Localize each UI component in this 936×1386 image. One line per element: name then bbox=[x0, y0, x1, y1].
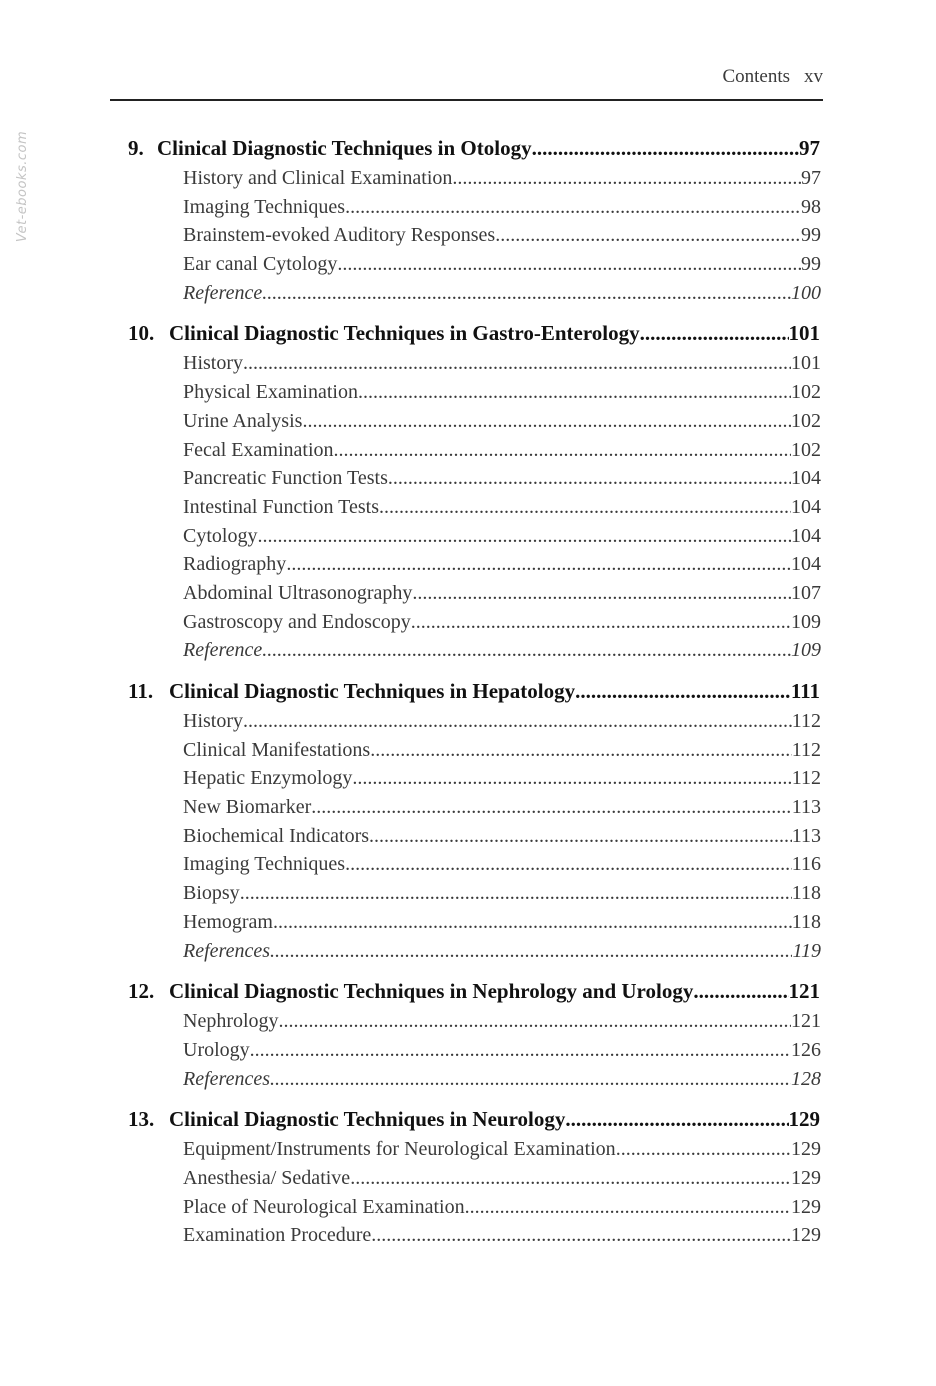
dot-leader bbox=[369, 825, 792, 848]
dot-leader bbox=[370, 739, 792, 762]
entry-label: Brainstem-evoked Auditory Responses bbox=[183, 224, 496, 247]
entry-label: Physical Examination bbox=[183, 381, 358, 404]
entry-label: Imaging Techniques bbox=[183, 853, 346, 876]
toc-entry[interactable] bbox=[183, 1138, 821, 1167]
dot-leader bbox=[286, 553, 791, 576]
dot-leader bbox=[532, 136, 799, 161]
entry-page-number: 129 bbox=[791, 1224, 821, 1247]
dot-leader bbox=[243, 710, 792, 733]
dot-leader bbox=[352, 767, 791, 790]
entry-label: Gastroscopy and Endoscopy bbox=[183, 610, 411, 633]
chapter-title: Clinical Diagnostic Techniques in Gastro-Enterology bbox=[169, 321, 640, 346]
chapter-leader-line bbox=[169, 321, 820, 346]
chapter-block bbox=[0, 321, 936, 668]
dot-leader bbox=[565, 1107, 788, 1132]
entry-label: Biopsy bbox=[183, 882, 240, 905]
entry-leader-line bbox=[183, 1167, 821, 1190]
running-head bbox=[722, 66, 823, 88]
entry-label: Urine Analysis bbox=[183, 409, 303, 432]
entry-page-number: 99 bbox=[801, 224, 821, 247]
dot-leader bbox=[240, 882, 792, 905]
dot-leader bbox=[334, 439, 791, 462]
entry-label: Hepatic Enzymology bbox=[183, 767, 353, 790]
chapter-number: 10. bbox=[128, 321, 155, 346]
chapter-title: Clinical Diagnostic Techniques in Neurology bbox=[169, 1107, 566, 1132]
chapter-number: 12. bbox=[128, 979, 155, 1004]
entry-page-number: 102 bbox=[791, 381, 821, 404]
toc-entry[interactable] bbox=[183, 1039, 821, 1068]
entry-leader-line bbox=[183, 853, 821, 876]
toc-entry[interactable] bbox=[183, 796, 821, 825]
toc-entry[interactable] bbox=[183, 1167, 821, 1196]
chapter-leader-line bbox=[169, 1107, 820, 1132]
chapter-heading[interactable] bbox=[128, 321, 820, 352]
entry-page-number: 118 bbox=[791, 882, 821, 905]
entry-leader-line bbox=[183, 467, 821, 490]
entry-leader-line bbox=[183, 710, 821, 733]
entry-label: Clinical Manifestations bbox=[183, 738, 371, 761]
entry-label: Nephrology bbox=[183, 1010, 279, 1033]
chapter-page-number: 121 bbox=[788, 979, 820, 1004]
entry-label: Radiography bbox=[183, 553, 287, 576]
chapter-title: Clinical Diagnostic Techniques in Otology bbox=[157, 136, 532, 160]
entry-leader-line bbox=[183, 911, 821, 934]
chapter-number: 9. bbox=[128, 136, 144, 160]
entry-label: Abdominal Ultrasonography bbox=[183, 581, 413, 604]
toc-entry[interactable] bbox=[183, 439, 821, 468]
entry-page-number: 129 bbox=[791, 1138, 821, 1161]
entry-page-number: 113 bbox=[791, 824, 821, 847]
entry-label: Anesthesia/ Sedative bbox=[183, 1166, 351, 1189]
dot-leader bbox=[262, 282, 791, 305]
chapter-heading[interactable] bbox=[128, 679, 820, 710]
entry-leader-line bbox=[183, 352, 821, 375]
chapter-block bbox=[0, 679, 936, 968]
toc-entry[interactable] bbox=[183, 352, 821, 381]
entry-page-number: 104 bbox=[791, 467, 821, 490]
entry-label: References bbox=[183, 1067, 270, 1090]
toc-entry[interactable] bbox=[183, 410, 821, 439]
entry-leader-line bbox=[183, 1010, 821, 1033]
chapter-leader-line bbox=[157, 136, 820, 161]
entry-label: Biochemical Indicators bbox=[183, 824, 370, 847]
header-rule bbox=[110, 99, 823, 101]
entry-label: Pancreatic Function Tests bbox=[183, 467, 388, 490]
chapter-page-number: 111 bbox=[790, 679, 820, 703]
entry-leader-line bbox=[183, 496, 821, 519]
chapter-page-number: 97 bbox=[799, 136, 820, 160]
chapter-leader-line bbox=[169, 979, 820, 1004]
entry-label: Reference bbox=[183, 639, 263, 662]
dot-leader bbox=[345, 853, 792, 876]
entry-leader-line bbox=[183, 196, 821, 219]
entry-leader-line bbox=[183, 553, 821, 576]
dot-leader bbox=[243, 352, 791, 375]
dot-leader bbox=[379, 496, 791, 519]
dot-leader bbox=[411, 611, 791, 634]
dot-leader bbox=[262, 639, 791, 662]
table-of-contents bbox=[0, 136, 936, 1264]
dot-leader bbox=[465, 1196, 791, 1219]
entry-label: Ear canal Cytology bbox=[183, 253, 338, 276]
entry-label: History bbox=[183, 710, 243, 732]
toc-entry[interactable] bbox=[183, 381, 821, 410]
toc-entry[interactable] bbox=[183, 282, 821, 311]
chapter-title: Clinical Diagnostic Techniques in Nephrology and Urology bbox=[169, 979, 694, 1004]
entry-page-number: 99 bbox=[801, 253, 821, 276]
toc-entry[interactable] bbox=[183, 224, 821, 253]
toc-entry[interactable] bbox=[183, 496, 821, 525]
toc-entry[interactable] bbox=[183, 582, 821, 611]
toc-entry[interactable] bbox=[183, 911, 821, 940]
entry-leader-line bbox=[183, 1138, 821, 1161]
entry-page-number: 109 bbox=[791, 639, 821, 662]
entry-page-number: 112 bbox=[791, 710, 821, 732]
entry-leader-line bbox=[183, 1068, 821, 1091]
toc-entry[interactable] bbox=[183, 767, 821, 796]
chapter-page-number: 101 bbox=[788, 321, 820, 346]
entry-page-number: 113 bbox=[791, 796, 821, 819]
toc-entry[interactable] bbox=[183, 853, 821, 882]
entry-leader-line bbox=[183, 439, 821, 462]
toc-entry[interactable] bbox=[183, 940, 821, 969]
dot-leader bbox=[495, 224, 801, 247]
entry-leader-line bbox=[183, 582, 821, 605]
dot-leader bbox=[575, 679, 791, 704]
chapter-page-number: 129 bbox=[788, 1107, 820, 1132]
entry-page-number: 116 bbox=[791, 853, 821, 876]
dot-leader bbox=[311, 796, 791, 819]
dot-leader bbox=[345, 196, 801, 219]
dot-leader bbox=[371, 1224, 791, 1247]
entry-page-number: 104 bbox=[791, 524, 821, 547]
entry-label: History bbox=[183, 352, 243, 375]
entry-leader-line bbox=[183, 224, 821, 247]
toc-entry[interactable] bbox=[183, 739, 821, 768]
entry-label: Imaging Techniques bbox=[183, 195, 346, 218]
entry-leader-line bbox=[183, 825, 821, 848]
toc-entry[interactable] bbox=[183, 253, 821, 282]
entry-page-number: 112 bbox=[791, 767, 821, 790]
toc-entry[interactable] bbox=[183, 1010, 821, 1039]
toc-entry[interactable] bbox=[183, 525, 821, 554]
entry-page-number: 129 bbox=[791, 1195, 821, 1218]
entry-leader-line bbox=[183, 167, 821, 190]
entry-page-number: 129 bbox=[791, 1166, 821, 1189]
entry-leader-line bbox=[183, 1196, 821, 1219]
chapter-number: 11. bbox=[128, 679, 154, 703]
running-head-section: Contents bbox=[722, 66, 790, 87]
running-head-page-number: xv bbox=[804, 66, 823, 87]
entry-leader-line bbox=[183, 525, 821, 548]
toc-entry[interactable] bbox=[183, 1196, 821, 1225]
entry-label: History and Clinical Examination bbox=[183, 167, 453, 189]
entry-label: New Biomarker bbox=[183, 796, 312, 819]
dot-leader bbox=[273, 911, 792, 934]
dot-leader bbox=[257, 525, 791, 548]
entry-page-number: 97 bbox=[801, 167, 821, 189]
toc-entry[interactable] bbox=[183, 167, 821, 196]
chapter-number: 13. bbox=[128, 1107, 155, 1132]
entry-page-number: 100 bbox=[791, 281, 821, 304]
entry-leader-line bbox=[183, 410, 821, 433]
dot-leader bbox=[693, 979, 788, 1004]
entry-leader-line bbox=[183, 796, 821, 819]
entry-leader-line bbox=[183, 381, 821, 404]
entry-page-number: 119 bbox=[792, 939, 821, 962]
entry-page-number: 109 bbox=[791, 610, 821, 633]
toc-entry[interactable] bbox=[183, 467, 821, 496]
entry-leader-line bbox=[183, 882, 821, 905]
entry-label: Intestinal Function Tests bbox=[183, 495, 379, 518]
toc-entry[interactable] bbox=[183, 639, 821, 668]
entry-leader-line bbox=[183, 611, 821, 634]
dot-leader bbox=[250, 1039, 791, 1062]
dot-leader bbox=[640, 321, 789, 346]
chapter-heading[interactable] bbox=[128, 979, 820, 1010]
dot-leader bbox=[350, 1167, 791, 1190]
entry-label: Cytology bbox=[183, 524, 258, 547]
entry-label: Reference bbox=[183, 281, 263, 304]
chapter-heading[interactable] bbox=[128, 1107, 820, 1138]
toc-entry[interactable] bbox=[183, 1068, 821, 1097]
dot-leader bbox=[388, 467, 791, 490]
toc-entry[interactable] bbox=[183, 882, 821, 911]
dot-leader bbox=[279, 1010, 791, 1033]
entry-page-number: 121 bbox=[791, 1010, 821, 1033]
entry-label: References bbox=[183, 939, 270, 962]
entry-page-number: 112 bbox=[791, 738, 821, 761]
entry-label: Place of Neurological Examination bbox=[183, 1195, 465, 1218]
dot-leader bbox=[616, 1138, 791, 1161]
entry-page-number: 104 bbox=[791, 553, 821, 576]
chapter-block bbox=[0, 1107, 936, 1253]
entry-page-number: 98 bbox=[801, 195, 821, 218]
entry-page-number: 118 bbox=[791, 910, 821, 933]
entry-page-number: 102 bbox=[791, 438, 821, 461]
chapter-block bbox=[0, 979, 936, 1096]
entry-page-number: 107 bbox=[791, 581, 821, 604]
entry-page-number: 128 bbox=[791, 1067, 821, 1090]
entry-page-number: 101 bbox=[791, 352, 821, 375]
entry-leader-line bbox=[183, 282, 821, 305]
dot-leader bbox=[270, 940, 793, 963]
dot-leader bbox=[302, 410, 791, 433]
entry-leader-line bbox=[183, 1224, 821, 1247]
entry-leader-line bbox=[183, 739, 821, 762]
chapter-block bbox=[0, 136, 936, 310]
entry-leader-line bbox=[183, 767, 821, 790]
entry-leader-line bbox=[183, 940, 821, 963]
toc-entry[interactable] bbox=[183, 1224, 821, 1253]
watermark-text: Vet-ebooks.com bbox=[15, 130, 31, 242]
toc-entry[interactable] bbox=[183, 710, 821, 739]
entry-leader-line bbox=[183, 253, 821, 276]
dot-leader bbox=[270, 1068, 791, 1091]
dot-leader bbox=[452, 167, 801, 190]
entry-label: Equipment/Instruments for Neurological Examination bbox=[183, 1138, 616, 1161]
entry-label: Fecal Examination bbox=[183, 438, 334, 461]
dot-leader bbox=[412, 582, 791, 605]
chapter-title: Clinical Diagnostic Techniques in Hepatology bbox=[169, 679, 576, 703]
entry-label: Hemogram bbox=[183, 910, 273, 933]
toc-entry[interactable] bbox=[183, 611, 821, 640]
entry-page-number: 102 bbox=[791, 409, 821, 432]
toc-entry[interactable] bbox=[183, 196, 821, 225]
entry-page-number: 126 bbox=[791, 1038, 821, 1061]
dot-leader bbox=[337, 253, 801, 276]
entry-leader-line bbox=[183, 639, 821, 662]
entry-page-number: 104 bbox=[791, 495, 821, 518]
toc-entry[interactable] bbox=[183, 825, 821, 854]
entry-label: Examination Procedure bbox=[183, 1224, 372, 1247]
entry-label: Urology bbox=[183, 1038, 250, 1061]
dot-leader bbox=[358, 381, 791, 404]
toc-entry[interactable] bbox=[183, 553, 821, 582]
chapter-leader-line bbox=[169, 679, 820, 704]
entry-leader-line bbox=[183, 1039, 821, 1062]
chapter-heading[interactable] bbox=[128, 136, 820, 167]
